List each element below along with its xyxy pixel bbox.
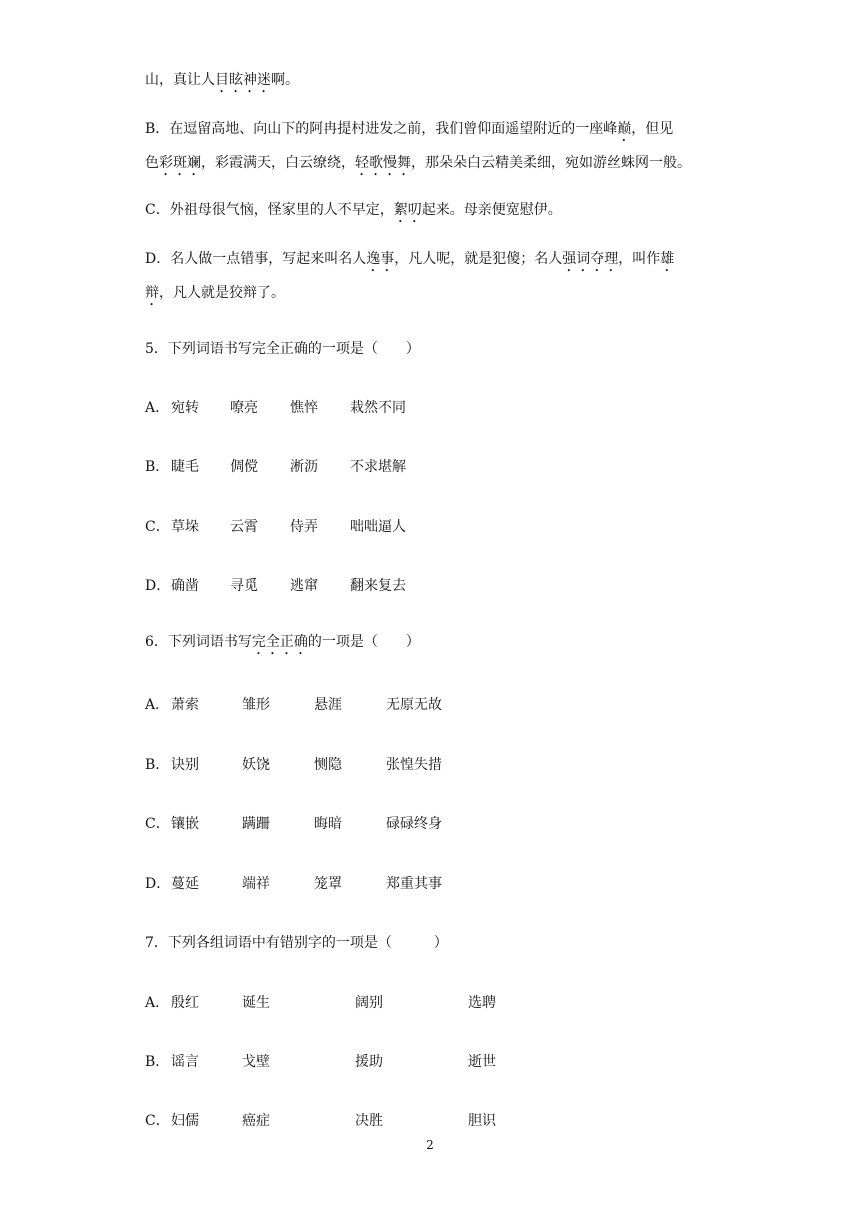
option-word: 胆识 <box>468 1113 496 1129</box>
option-word: 睫毛 <box>171 459 199 475</box>
option-label: B． <box>145 459 170 475</box>
option-word: 不求堪解 <box>350 459 406 475</box>
page-number: 2 <box>426 1138 434 1152</box>
option-word: 诀别 <box>171 757 199 773</box>
q4-option-b-line-1: B．在逗留高地、向山下的阿冉提村进发之前，我们曾仰面遥望附近的一座峰巅，但见 <box>145 121 674 137</box>
option-word: 确凿 <box>171 578 199 594</box>
option-word: 镶嵌 <box>171 816 199 832</box>
option-word: 妖饶 <box>242 757 270 773</box>
option-label: D． <box>145 876 171 892</box>
option-label: A． <box>145 400 170 416</box>
option-word: 淅沥 <box>290 459 318 475</box>
option-word: 侍弄 <box>290 519 318 535</box>
option-word: 悬涯 <box>314 697 342 713</box>
option-word: 蹒跚 <box>242 816 270 832</box>
option-word: 萧索 <box>171 697 199 713</box>
option-word: 寻觅 <box>230 578 258 594</box>
option-word: 笼罩 <box>314 876 342 892</box>
option-word: 栽然不同 <box>350 400 406 416</box>
option-word: 援助 <box>355 1054 383 1070</box>
q4-option-c: C．外祖母很气恼，怪家里的人不早定，絮叨起来。母亲便宽慰伊。 <box>145 202 562 218</box>
option-word: 晦暗 <box>314 816 342 832</box>
option-label: C． <box>145 1113 170 1129</box>
option-word: 宛转 <box>171 400 199 416</box>
option-word: 倜傥 <box>230 459 258 475</box>
option-word: 谣言 <box>171 1054 199 1070</box>
option-word: 翻来复去 <box>350 578 406 594</box>
q4-option-a-continuation: 山，真让人目眩神迷啊。 <box>145 72 299 88</box>
option-word: 草垛 <box>171 519 199 535</box>
option-word: 云霄 <box>230 519 258 535</box>
option-word: 诞生 <box>242 995 270 1011</box>
option-word: 阔别 <box>355 995 383 1011</box>
option-label: B． <box>145 1054 170 1070</box>
option-word: 癌症 <box>242 1113 270 1129</box>
q5-stem: 5．下列词语书写完全正确的一项是（ ） <box>145 341 420 357</box>
q4-option-d-line-2: 辩，凡人就是狡辩了。 <box>145 285 285 301</box>
option-word: 张惶失措 <box>386 757 442 773</box>
option-label: D． <box>145 578 171 594</box>
option-word: 妇儒 <box>171 1113 199 1129</box>
option-word: 无原无故 <box>386 697 442 713</box>
option-word: 碌碌终身 <box>386 816 442 832</box>
q7-stem: 7．下列各组词语中有错别字的一项是（ ） <box>145 935 448 951</box>
option-label: A． <box>145 995 170 1011</box>
q4-option-d-line-1: D．名人做一点错事，写起来叫名人逸事，凡人呢，就是犯傻；名人强词夺理，叫作雄 <box>145 251 675 267</box>
q4-option-b-line-2: 色彩斑斓，彩霞满天，白云缭绕，轻歌慢舞，那朵朵白云精美柔细，宛如游丝蛛网一般。 <box>145 155 691 171</box>
option-word: 逃窜 <box>290 578 318 594</box>
option-word: 决胜 <box>355 1113 383 1129</box>
option-word: 戈壁 <box>242 1054 270 1070</box>
option-label: C． <box>145 519 170 535</box>
option-word: 逝世 <box>468 1054 496 1070</box>
option-word: 咄咄逼人 <box>350 519 406 535</box>
option-label: C． <box>145 816 170 832</box>
option-word: 雏形 <box>242 697 270 713</box>
option-word: 嘹亮 <box>230 400 258 416</box>
option-label: A． <box>145 697 170 713</box>
option-word: 恻隐 <box>314 757 342 773</box>
option-word: 蔓延 <box>171 876 199 892</box>
q6-stem: 6．下列词语书写完全正确的一项是（ ） <box>145 634 420 650</box>
option-word: 端祥 <box>242 876 270 892</box>
option-word: 选聘 <box>468 995 496 1011</box>
option-word: 殷红 <box>171 995 199 1011</box>
option-label: B． <box>145 757 170 773</box>
option-word: 憔悴 <box>290 400 318 416</box>
option-word: 郑重其事 <box>386 876 442 892</box>
